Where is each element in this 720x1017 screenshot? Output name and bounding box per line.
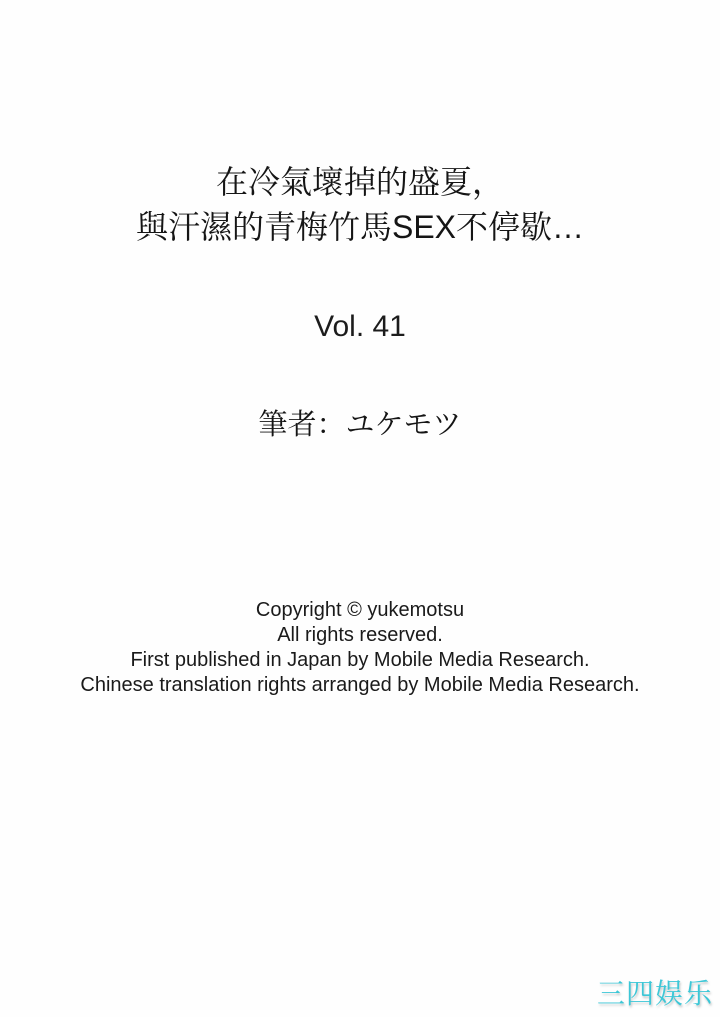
- author-line: 筆者：ユケモツ: [258, 409, 462, 441]
- volume-label: Vol. 41: [314, 310, 406, 343]
- copyright-block: [0, 598, 720, 698]
- series-title-line1: 在冷氣壞掉的盛夏，: [215, 164, 504, 200]
- series-title-line2: 與汗濕的青梅竹馬SEX不停歇…: [135, 209, 585, 245]
- copyright-line-4: Chinese translation rights arranged by Mobile Media Research.: [80, 674, 640, 696]
- site-watermark: 三四娱乐: [596, 978, 713, 1009]
- copyright-line-1: Copyright © yukemotsu: [255, 599, 465, 621]
- series-title: [0, 160, 720, 250]
- copyright-line-3: First published in Japan by Mobile Media Research.: [130, 649, 590, 671]
- copyright-line-2: All rights reserved.: [277, 624, 443, 646]
